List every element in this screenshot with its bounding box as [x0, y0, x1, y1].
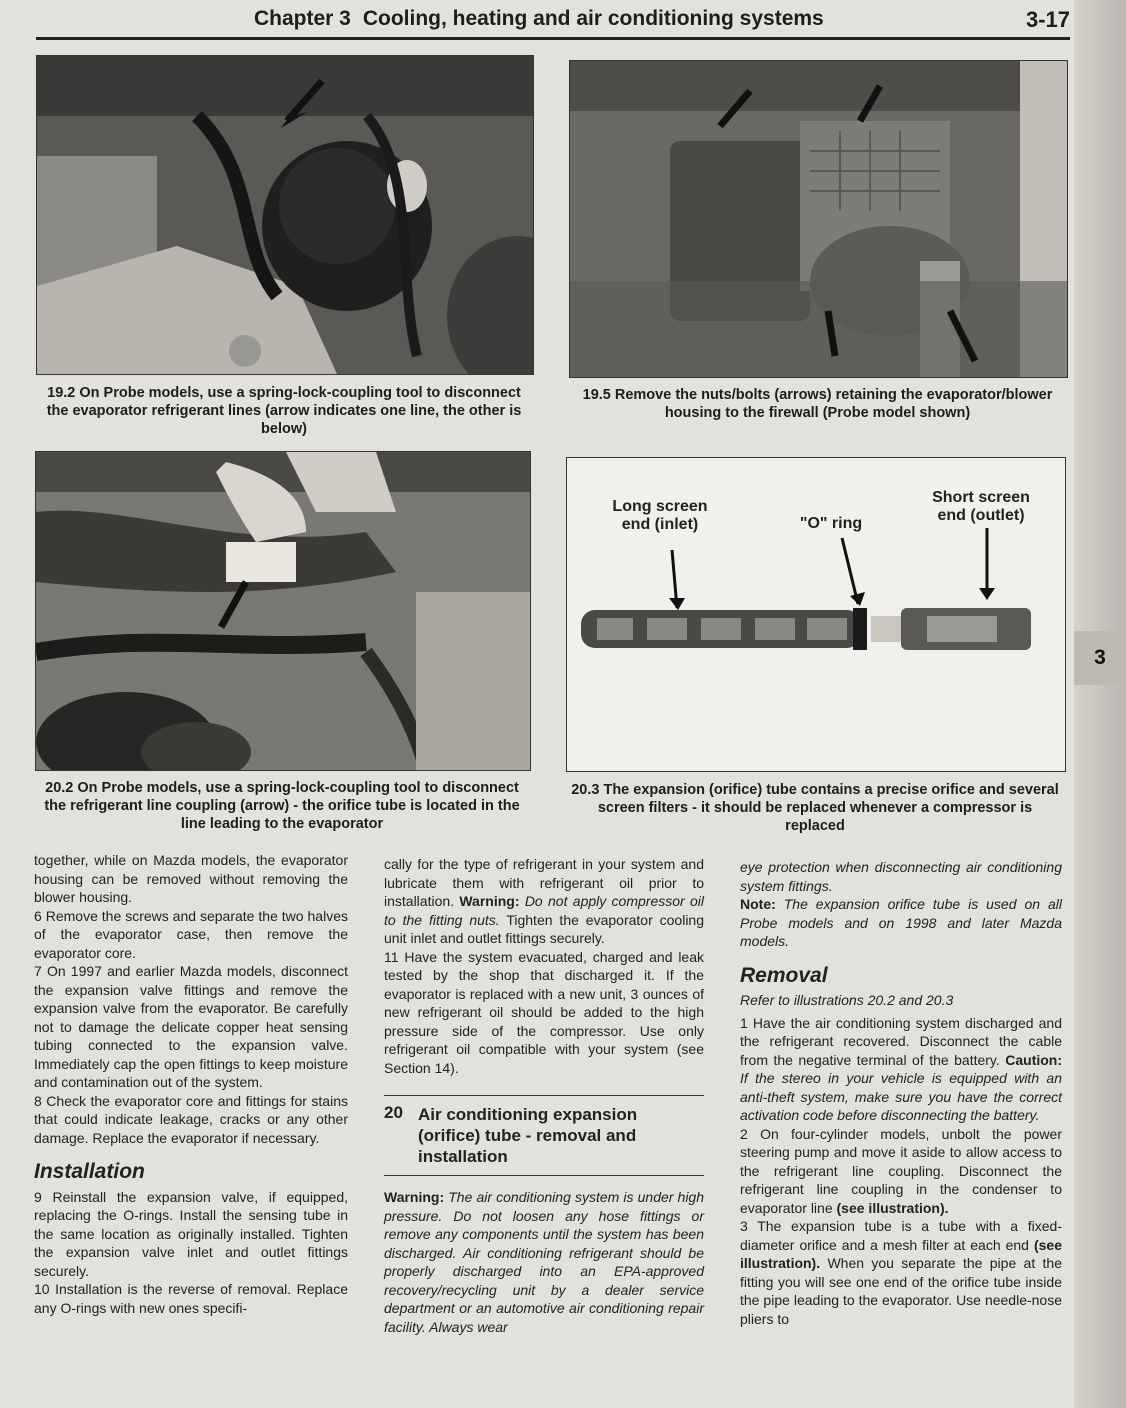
- paragraph: together, while on Mazda models, the evaporator housing can be removed without removing the blower housing.: [34, 852, 348, 905]
- installation-heading: Installation: [34, 1160, 145, 1183]
- p1-text: 1 Have the air conditioning system discharged and the refrigerant recovered. Disconnect the cable from the negative terminal of the battery.: [740, 1014, 1062, 1068]
- paragraph-11: 11 Have the system evacuated, charged and leak tested by the shop that discharged it. If the evaporator is replaced with a new unit, 3 ounces of new refrigerant oil should be added to the high pressure side of the compressor. Use only refrigerant oil compatible with your system (see Section 14).: [384, 948, 704, 1076]
- p10-text-a: cally for the type of refrigerant in your system and lubricate them with refrigerant oil prior to installation.: [384, 856, 704, 909]
- header-rule: [36, 37, 1070, 40]
- note-paragraph: [740, 895, 1062, 951]
- p3-text-b: When you separate the pipe at the fitting you will see one end of the orifice tube inside the pipe leading to the evaporator. Use needle-nose pliers to: [740, 1255, 1062, 1327]
- photo-19-5: [569, 60, 1068, 378]
- text-column-1: [34, 851, 348, 1317]
- section-number: 20: [384, 1103, 403, 1122]
- removal-paragraph-1: [740, 1014, 1062, 1125]
- caution-text: If the stereo in your vehicle is equipped with an anti-theft system, make sure you have the correct activation code before disconnecting the battery.: [740, 1070, 1062, 1123]
- p10-text-b: Tighten the evaporator cooling unit inlet and outlet fittings securely.: [384, 911, 705, 946]
- caption-20-2: 20.2 On Probe models, use a spring-lock-coupling tool to disconnect the refrigerant line coupling (arrow) - the orifice tube is located in the line leading to the evaporator: [44, 780, 520, 832]
- note-label: Note:: [740, 896, 776, 912]
- label-short-screen: [918, 489, 1044, 525]
- photo-19-2-image: [37, 56, 533, 374]
- paragraph-9: 9 Reinstall the expansion valve, if equipped, replacing the O-rings. Install the sensing tube in the same location as originally installed. Tighten the expansion valve inlet and outlet fittings securely.: [34, 1188, 348, 1279]
- p2-illustration-ref: (see illustration).: [836, 1199, 949, 1216]
- chapter-heading: [254, 7, 824, 31]
- photo-19-5-image: [570, 61, 1067, 377]
- chapter-side-tab: 3: [1074, 631, 1126, 685]
- photo-20-2: [35, 451, 531, 771]
- p3-text-a: 3 The expansion tube is a tube with a fixed-diameter orifice and a mesh filter at each end: [740, 1218, 1062, 1253]
- photo-20-2-image: [36, 452, 530, 770]
- text-column-2: [384, 855, 704, 1336]
- note-text: The expansion orifice tube is used on all Probe models and on 1998 and later Mazda models.: [740, 896, 1062, 949]
- text-column-3: [740, 858, 1062, 1328]
- caption-19-5: 19.5 Remove the nuts/bolts (arrows) retaining the evaporator/blower housing to the firewall (Probe model shown): [582, 387, 1053, 421]
- chapter-label: Chapter 3: [254, 7, 351, 30]
- removal-paragraph-2: [740, 1125, 1062, 1218]
- page-edge-shadow: [1074, 0, 1126, 1408]
- label-long-screen-line2: end (inlet): [621, 516, 699, 533]
- warning-text: Do not apply compressor oil to the fitting nuts.: [384, 893, 705, 928]
- p2-text: 2 On four-cylinder models, unbolt the power steering pump and move it aside to allow access to the refrigerant line coupling. Disconnect the refrigerant line coupling in the condenser to evaporator line: [740, 1125, 1062, 1216]
- caption-19-2: 19.2 On Probe models, use a spring-lock-coupling tool to disconnect the evaporator refrigerant lines (arrow indicates one line, the other is below): [46, 385, 522, 437]
- refer-illustrations: Refer to illustrations 20.2 and 20.3: [740, 992, 954, 1008]
- removal-paragraph-3: [740, 1217, 1062, 1328]
- warning-paragraph: [384, 1188, 704, 1336]
- label-o-ring: "O" ring: [799, 515, 863, 532]
- paragraph-6: 6 Remove the screws and separate the two halves of the evaporator case, then remove the evaporator core.: [34, 907, 348, 961]
- label-short-screen-line2: end (outlet): [937, 507, 1025, 524]
- label-short-screen-line1: Short screen: [932, 489, 1030, 506]
- caution-label: Caution:: [1005, 1051, 1063, 1068]
- warning2-label: Warning:: [384, 1189, 445, 1205]
- page-number: 3-17: [1025, 7, 1070, 32]
- paragraph-10-continued: [384, 855, 704, 948]
- photo-19-2: [36, 55, 534, 375]
- label-long-screen: [598, 498, 722, 534]
- warning2-continued: eye protection when disconnecting air conditioning system fittings.: [740, 859, 1062, 894]
- chapter-title: Cooling, heating and air conditioning systems: [362, 7, 824, 30]
- warning2-text: The air conditioning system is under high pressure. Do not loosen any hose fittings or remove any components until the system has been discharged. Air conditioning refrigerant should be properly discharged into an EPA-approved recovery/recycling unit by a dealer service department or an automotive air conditioning repair facility. Always wear: [384, 1189, 705, 1335]
- section-title: Air conditioning expansion (orifice) tube - removal and installation: [418, 1105, 638, 1166]
- section-20-heading: [384, 1095, 704, 1176]
- warning-label: Warning:: [459, 893, 520, 909]
- paragraph-7: 7 On 1997 and earlier Mazda models, disconnect the expansion valve fittings and remove the expansion valve from the evaporator. Be carefully not to damage the delicate copper heat sensing tubing connected to the expansion valve. Immediately cap the open fittings to keep moisture and contamination out of the system.: [34, 963, 348, 1090]
- caption-20-3: 20.3 The expansion (orifice) tube contains a precise orifice and several screen filters - it should be replaced whenever a compressor is replaced: [571, 782, 1059, 834]
- page-header: [36, 4, 1070, 38]
- p3-illustration-ref: (see illustration).: [740, 1236, 1063, 1271]
- paragraph-8: 8 Check the evaporator core and fittings for stains that could indicate leakage, cracks or any other damage. Replace the evaporator if necessary.: [34, 1092, 348, 1146]
- removal-heading: Removal: [740, 963, 828, 987]
- label-long-screen-line1: Long screen: [612, 498, 708, 515]
- paragraph-10: 10 Installation is the reverse of removal. Replace any O-rings with new ones specifi-: [34, 1281, 348, 1316]
